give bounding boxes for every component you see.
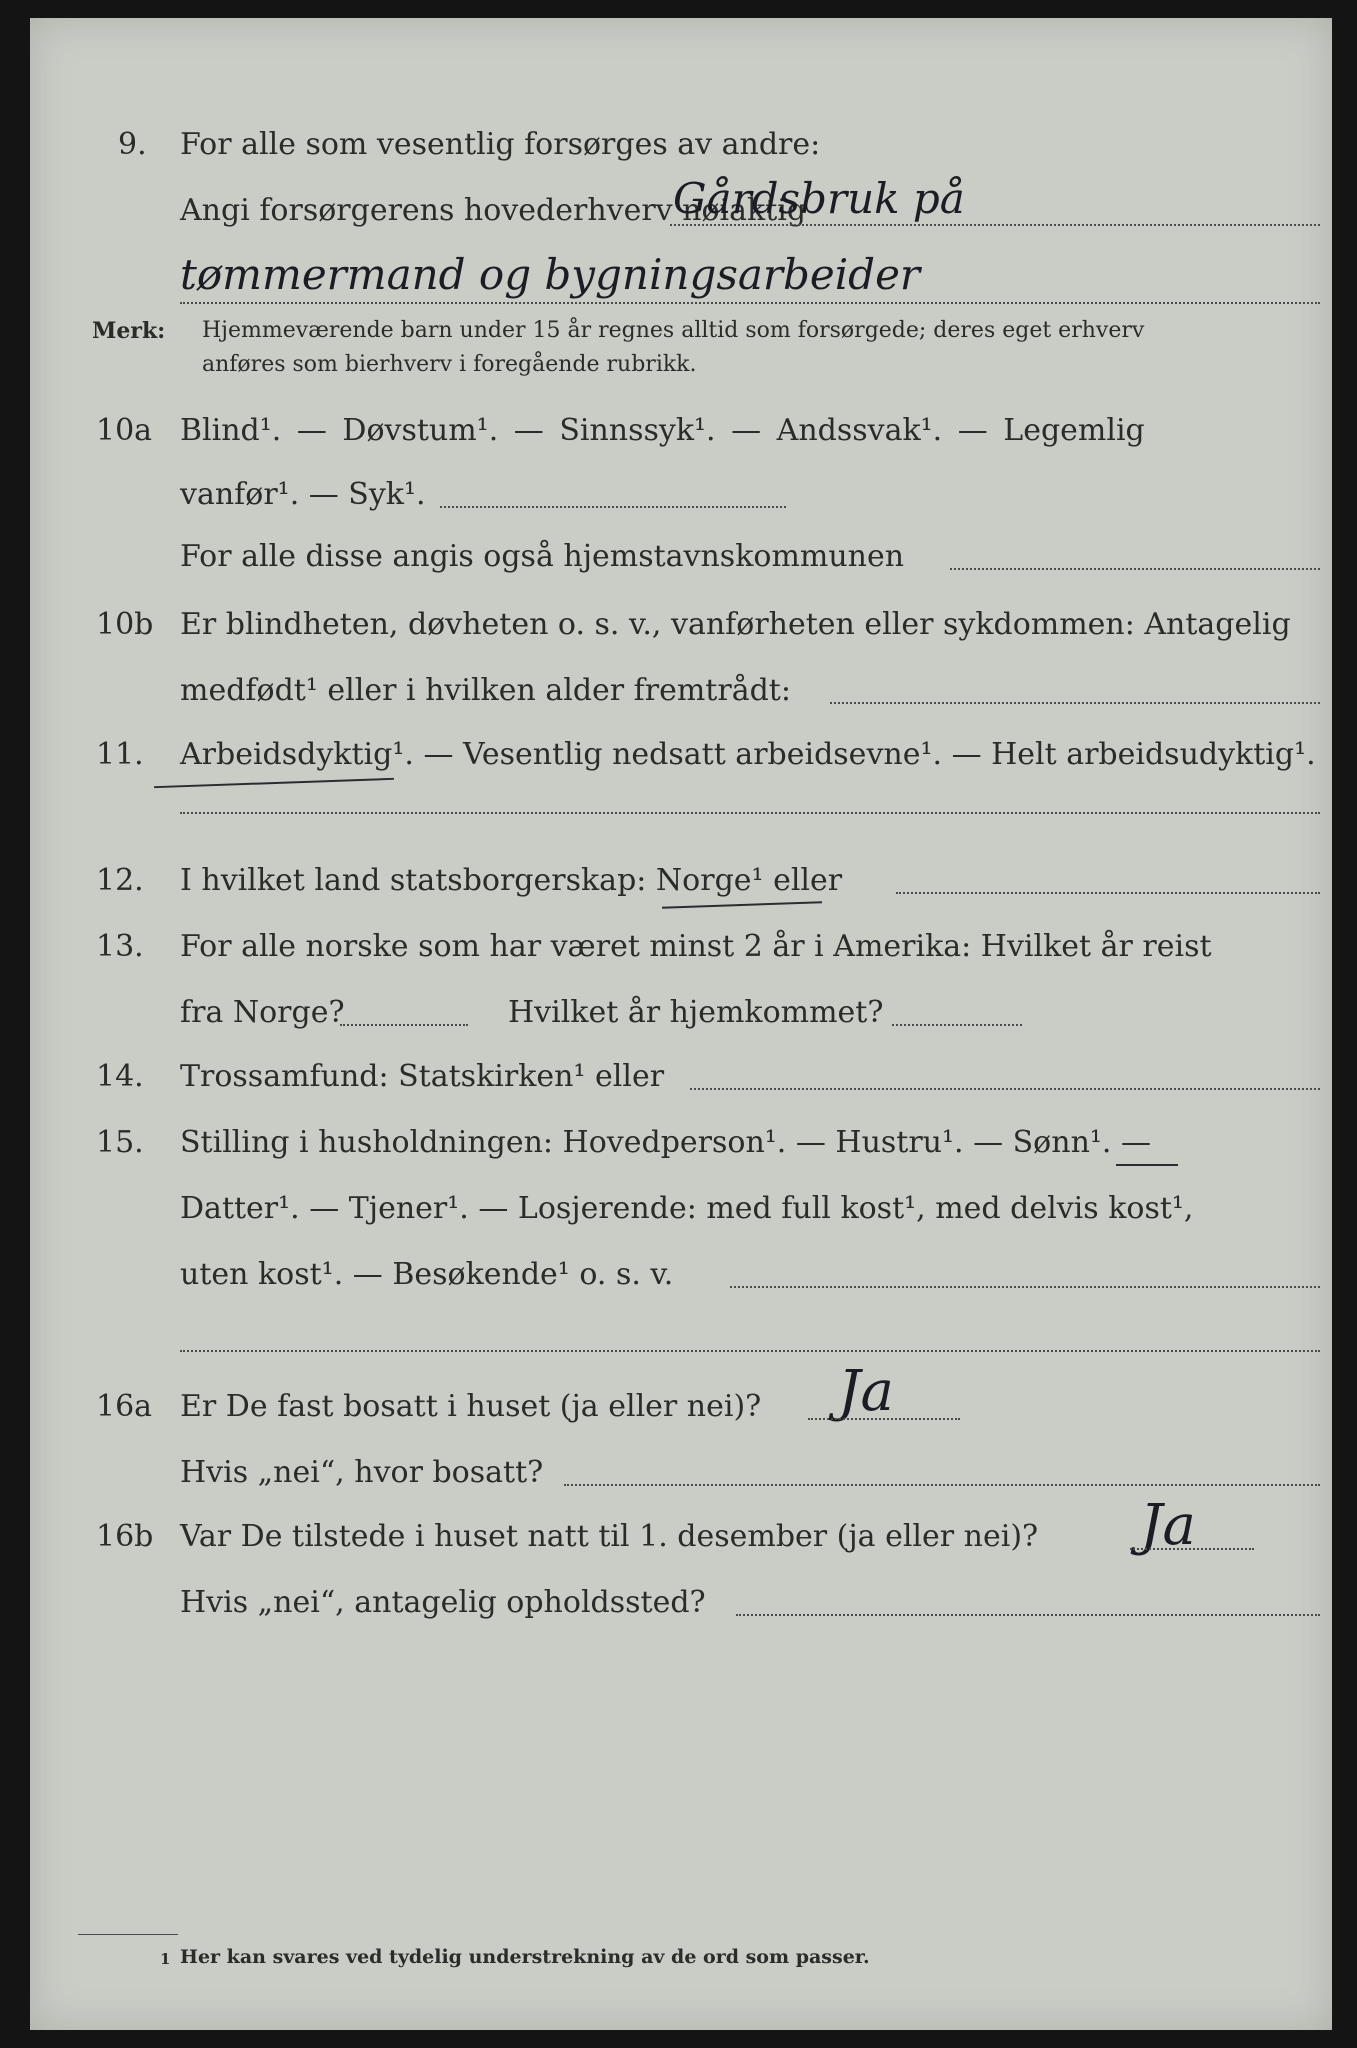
q15-line1: Stilling i husholdningen: Hovedperson¹. — Hustru¹. — Sønn¹. —: [180, 1125, 1151, 1160]
q11-arbeidsdyktig-underline: [154, 778, 394, 788]
q11-dotted-line: [180, 812, 1320, 814]
q12-norge-underline: [662, 901, 822, 909]
q11-number: 11.: [96, 737, 144, 772]
census-form-page: [30, 18, 1332, 2030]
q10a-number: 10a: [96, 413, 153, 448]
q16b-number: 16b: [96, 1519, 154, 1554]
q16a-line1: Er De fast bosatt i huset (ja eller nei)?: [180, 1389, 762, 1424]
q13-number: 13.: [96, 929, 144, 964]
q16b-line1: Var De tilstede i huset natt til 1. desember (ja eller nei)?: [180, 1519, 1039, 1554]
q9-answer-dotted-line-2: [180, 302, 1320, 304]
q10a-line3: For alle disse angis også hjemstavnskommunen: [180, 539, 905, 574]
q16b-answer: Ja: [1140, 1493, 1196, 1558]
q15-dotted-line-2: [180, 1350, 1320, 1352]
q14-number: 14.: [96, 1059, 144, 1094]
q12-number: 12.: [96, 863, 144, 898]
q13-line1: For alle norske som har været minst 2 år i Amerika: Hvilket år reist: [180, 929, 1212, 964]
q16b-dotted-line: [1130, 1548, 1254, 1550]
q9-answer-line1: Gårdsbruk på: [673, 174, 965, 223]
q15-line3: uten kost¹. — Besøkende¹ o. s. v.: [180, 1257, 674, 1292]
q10b-line2: medfødt¹ eller i hvilken alder fremtrådt:: [180, 673, 791, 708]
q10a-line2: vanfør¹. — Syk¹.: [180, 477, 426, 512]
q12-line1: I hvilket land statsborgerskap: Norge¹ eller: [180, 863, 843, 898]
q16a-dotted-line: [808, 1418, 960, 1420]
footnote-mark: 1: [160, 1950, 171, 1968]
q10a-hjemstavn-dotted-line: [950, 568, 1320, 570]
merk-line2: anføres som bierhverv i foregående rubrikk.: [202, 352, 697, 377]
q11-line1: Arbeidsdyktig¹. — Vesentlig nedsatt arbeidsevne¹. — Helt arbeidsudyktig¹.: [180, 737, 1316, 772]
q12-dotted-line: [896, 892, 1320, 894]
q13-reist-dotted-line: [340, 1024, 468, 1026]
footnote-rule: [78, 1934, 178, 1935]
q15-line2: Datter¹. — Tjener¹. — Losjerende: med full kost¹, med delvis kost¹,: [180, 1191, 1194, 1226]
q9-line2: Angi forsørgerens hovederhverv nøiaktig: [180, 193, 807, 228]
q9-answer-line2: tømmermand og bygningsarbeider: [180, 250, 921, 299]
q13-line2a: fra Norge?: [180, 995, 345, 1030]
q10b-line1: Er blindheten, døvheten o. s. v., vanførheten eller sykdommen: Antagelig: [180, 607, 1291, 642]
q16a-line2: Hvis „nei“, hvor bosatt?: [180, 1455, 544, 1490]
q16b-opholdssted-dotted-line: [736, 1614, 1320, 1616]
merk-line1: Hjemmeværende barn under 15 år regnes alltid som forsørgede; deres eget erhverv: [202, 318, 1145, 343]
q16a-bosatt-dotted-line: [564, 1484, 1320, 1486]
q10b-dotted-line: [830, 702, 1320, 704]
q10b-number: 10b: [96, 607, 154, 642]
q14-dotted-line: [690, 1088, 1320, 1090]
q10a-line1: Blind¹. — Døvstum¹. — Sinnssyk¹. — Andssvak¹. — Legemlig: [180, 413, 1145, 448]
q15-number: 15.: [96, 1125, 144, 1160]
q10a-syk-dotted-line: [440, 506, 786, 508]
q14-line1: Trossamfund: Statskirken¹ eller: [180, 1059, 665, 1094]
q9-number: 9.: [118, 127, 147, 162]
q9-answer-dotted-line: [670, 224, 1320, 226]
q15-sonn-underline: [1116, 1164, 1178, 1166]
q16a-answer: Ja: [838, 1359, 894, 1424]
q16a-number: 16a: [96, 1389, 153, 1424]
q13-hjemkommet-dotted-line: [892, 1024, 1022, 1026]
merk-label: Merk:: [92, 318, 166, 344]
q13-line2b: Hvilket år hjemkommet?: [508, 995, 884, 1030]
q15-dotted-line: [730, 1286, 1320, 1288]
footnote-text: Her kan svares ved tydelig understrekning av de ord som passer.: [180, 1946, 870, 1968]
q9-line1: For alle som vesentlig forsørges av andre:: [180, 127, 821, 162]
q16b-line2: Hvis „nei“, antagelig opholdssted?: [180, 1585, 706, 1620]
